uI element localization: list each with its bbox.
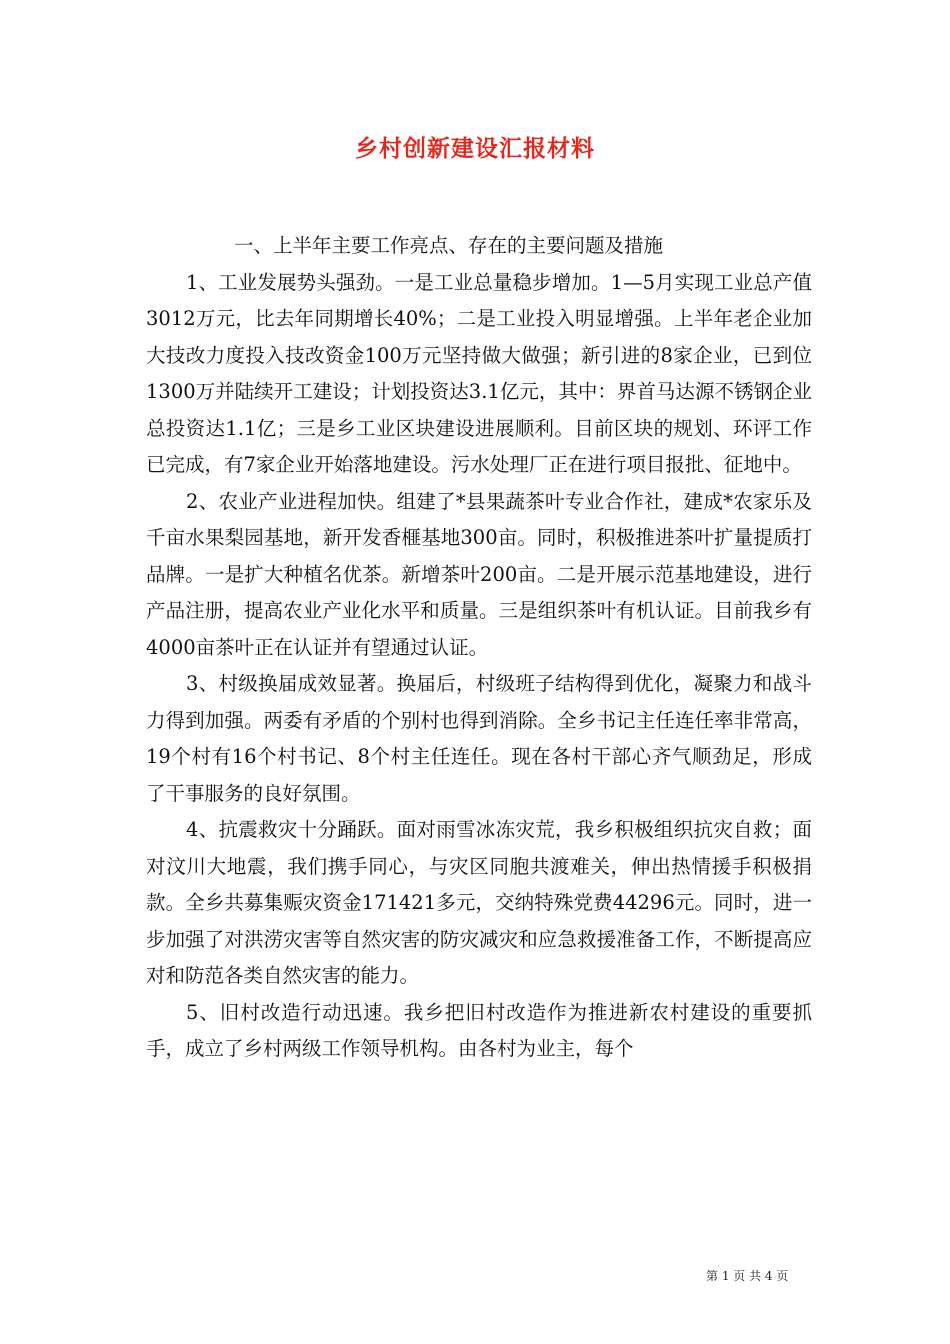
paragraph-industry: 1、工业发展势头强劲。一是工业总量稳步增加。1—5月实现工业总产值3012万元，比去年同期增长40%；二是工业投入明显增强。上半年老企业加大技改力度投入技改资金100万元坚持做大做强；新引进的8家企业，已到位1300万并陆续开工建设；计划投资达3.1亿元，其中：界首马达源不锈钢企业总投资达1.1亿；三是乡工业区块建设进展顺利。目前区块的规划、环评工作已完成，有7家企业开始落地建设。污水处理厂正在进行项目报批、征地中。: [146, 270, 812, 476]
paragraph-disaster-relief: 4、抗震救灾十分踊跃。面对雨雪冰冻灾荒，我乡积极组织抗灾自救；面对汶川大地震，我们携手同心，与灾区同胞共渡难关，伸出热情援手积极捐款。全乡共募集赈灾资金171421多元，交纳特殊党费44296元。同时，进一步加强了对洪涝灾害等自然灾害的防灾减灾和应急救援准备工作，不断提高应对和防范各类自然灾害的能力。: [146, 818, 812, 987]
document-title: 乡村创新建设汇报材料: [355, 135, 595, 162]
document-body: [146, 228, 812, 1068]
section-heading: 一、上半年主要工作亮点、存在的主要问题及措施: [234, 234, 664, 257]
paragraph-village-election: 3、村级换届成效显著。换届后，村级班子结构得到优化，凝聚力和战斗力得到加强。两委有矛盾的个别村也得到消除。全乡书记主任连任率非常高，19个村有16个村书记、8个村主任连任。现在各村干部心齐气顺劲足，形成了干事服务的良好氛围。: [146, 672, 812, 805]
paragraph-village-renovation: 5、旧村改造行动迅速。我乡把旧村改造作为推进新农村建设的重要抓手，成立了乡村两级工作领导机构。由各村为业主，每个: [146, 1000, 812, 1060]
paragraph-agriculture: 2、农业产业进程加快。组建了*县果蔬茶叶专业合作社，建成*农家乐及千亩水果梨园基地，新开发香榧基地300亩。同时，积极推进茶叶扩量提质打品牌。一是扩大种植名优茶。新增茶叶200亩。二是开展示范基地建设，进行产品注册，提高农业产业化水平和质量。三是组织茶叶有机认证。目前我乡有4000亩茶叶正在认证并有望通过认证。: [146, 489, 812, 659]
page-number-footer: 第 1 页 共 4 页: [706, 1269, 789, 1283]
